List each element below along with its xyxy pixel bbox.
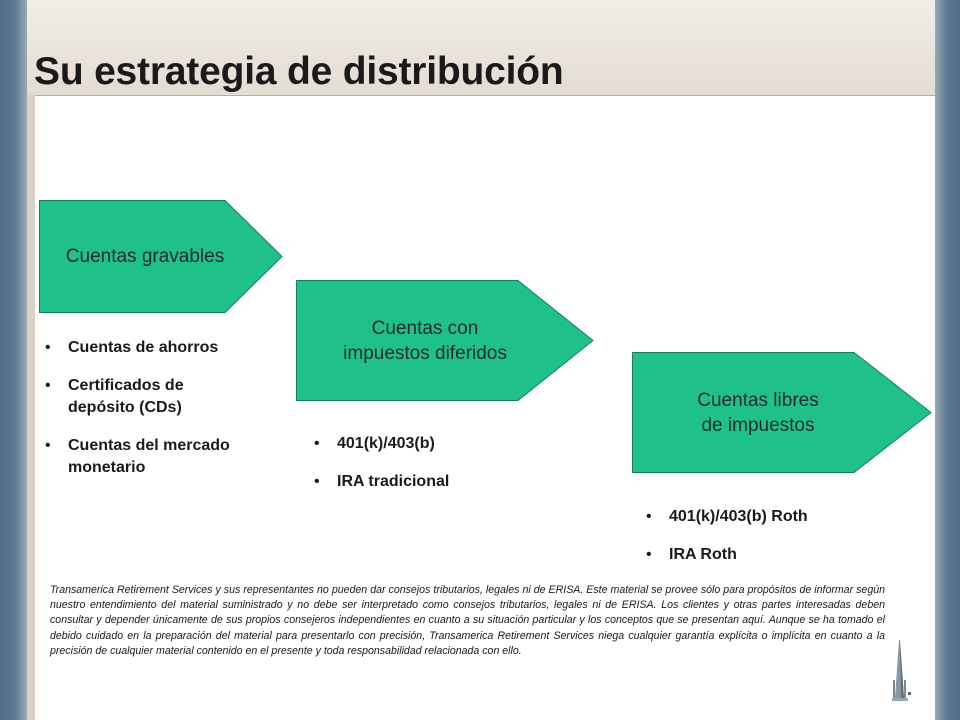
bullet-icon: • [45, 437, 51, 454]
bullet-icon: • [646, 546, 652, 563]
left-frame-edge [0, 0, 27, 720]
bullet-icon: • [314, 473, 320, 490]
list-item [643, 544, 903, 566]
list-item-text: Cuentas del mercado monetario [68, 437, 230, 476]
bullet-icon: • [45, 377, 51, 394]
list-item-text: IRA Roth [669, 546, 737, 563]
list-item [311, 471, 571, 493]
legal-disclaimer: Transamerica Retirement Services y sus representantes no pueden dar consejos tributarios, legales ni de ERISA. Este material se provee sólo para propósitos de informar según nuestro entendimiento del material suministrado y no debe ser interpretado como consejos tributarios, legales ni de ERISA. Los clientes y otras partes interesadas deben consultar y depender únicamente de sus propios consejeros independientes en cuanto a su situación particular y los conceptos que se presentan aquí. Aunque se ha tomado el debido cuidado en la preparación del material para presentarlo con precisión, Transamerica Retirement Services niega cualquier garantía explícita o implícita en cuanto a la precisión de cualquier material contenido en el presente y toda responsabilidad relacionada con ello. [50, 584, 885, 657]
tax-free-accounts-list [643, 506, 903, 582]
list-item [311, 433, 571, 455]
taxable-accounts-list [42, 337, 242, 495]
list-item-text: 401(k)/403(b) Roth [669, 508, 808, 525]
list-item [42, 435, 242, 479]
arrow-label-taxable: Cuentas gravables [65, 246, 225, 267]
list-item-text: 401(k)/403(b) [337, 435, 435, 452]
bullet-icon: • [314, 435, 320, 452]
bullet-icon: • [646, 508, 652, 525]
list-item-text: Cuentas de ahorros [68, 339, 219, 356]
arrow-tax-free-accounts [632, 352, 932, 473]
bullet-icon: • [45, 339, 51, 356]
tax-deferred-accounts-list [311, 433, 571, 509]
arrow-label-tax-free: Cuentas libres de impuestos [697, 389, 819, 436]
arrow-taxable-accounts [39, 200, 283, 313]
list-item-text: Certificados de depósito (CDs) [68, 377, 184, 416]
arrow-label-tax-deferred: Cuentas con impuestos diferidos [343, 317, 507, 364]
right-frame-edge [935, 0, 960, 720]
list-item [42, 375, 242, 419]
page-title: Su estrategia de distribución [34, 50, 564, 93]
list-item [42, 337, 242, 359]
pyramid-tower-logo-icon [890, 640, 912, 702]
list-item [643, 506, 903, 528]
left-beige-strip [27, 95, 35, 720]
list-item-text: IRA tradicional [337, 473, 450, 490]
arrow-tax-deferred-accounts [296, 280, 594, 401]
